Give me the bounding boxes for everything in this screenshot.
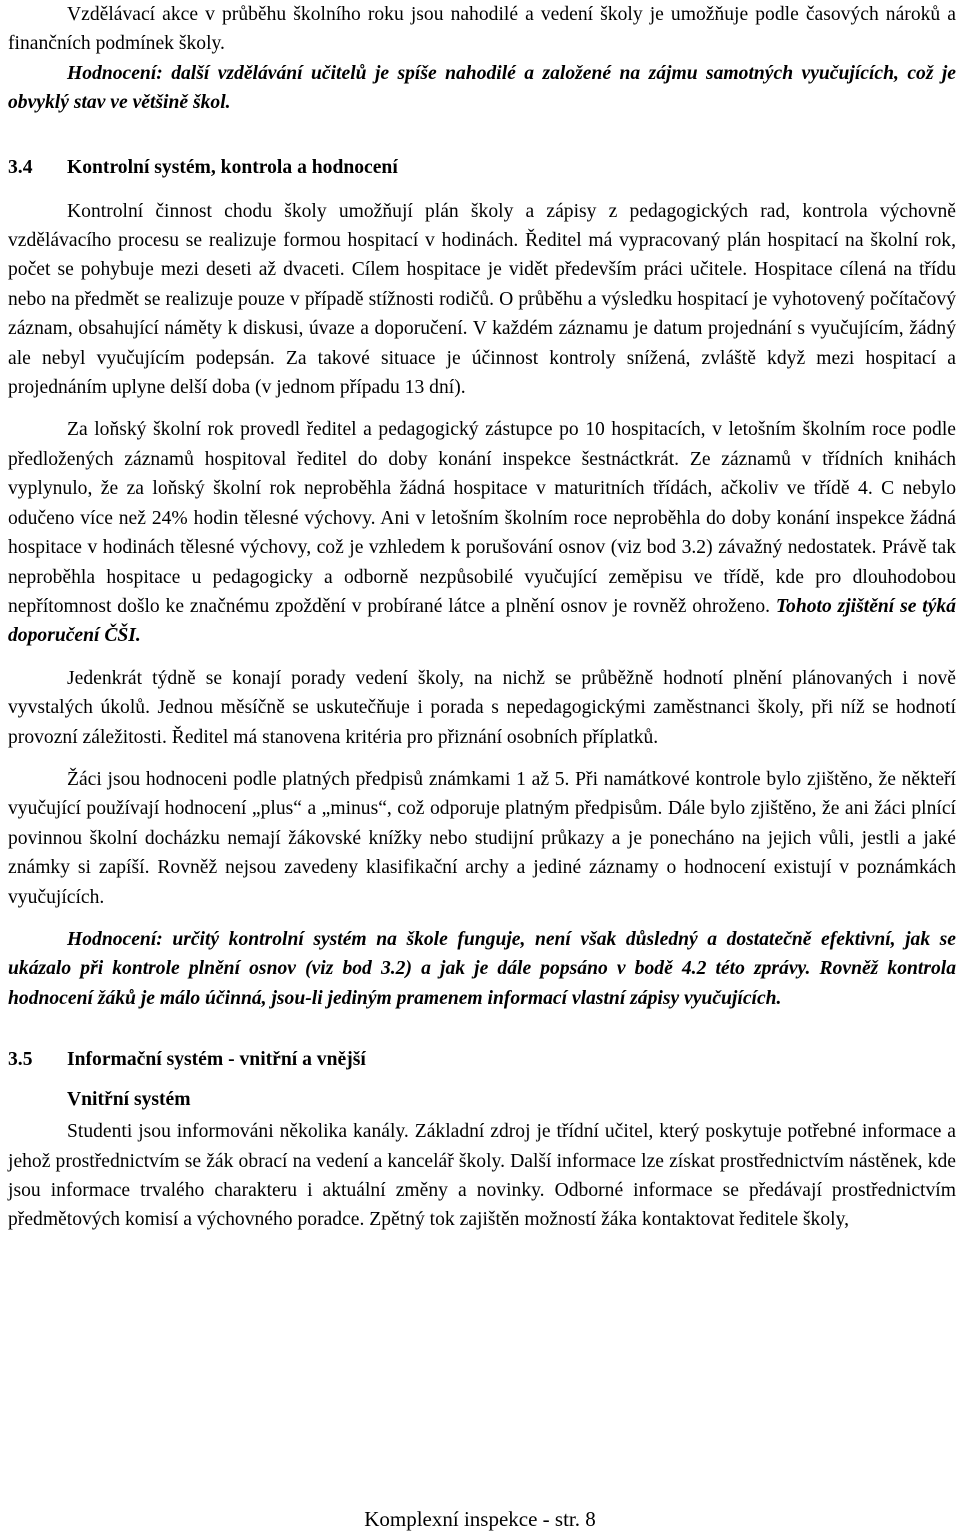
hospitations-text: Za loňský školní rok provedl ředitel a pedagogický zástupce po 10 hospitacích, v letošním školním roce podle předložených záznamů hospitoval ředitel do doby konání inspekce šestnáctkrát. Ze záznamů v třídních knihách vyplynulo, že za loňský školní rok neproběhla žádná hospitace v maturitních třídách, ačkoliv ve třídě 4. C nebylo odučeno více než 24% hodin tělesné výchovy. Ani v letošním školním roce neproběhla do doby konání inspekce žádná hospitace v hodinách tělesné výchovy, což je vzhledem k porušování osnov (viz bod 3.2) závažný nedostatek. Právě tak neproběhla hospitace u pedagogicky a odborně nezpůsobilé vyučující zeměpisu ve třídě, kde pro dlouhodobou nepřítomnost došlo ke značnému zpoždění v probírané látce a plnění osnov je rovněž ohroženo. (8, 419, 956, 617)
section-number: 3.5 (8, 1049, 33, 1071)
csi-recommendation-note: Tohoto zjištění se týká doporučení ČŠI. (8, 595, 956, 647)
section-heading-3-4 (8, 153, 956, 183)
section-title: Kontrolní systém, kontrola a hodnocení (67, 156, 398, 178)
subsection-heading-internal: Vnitřní systém (67, 1089, 191, 1111)
section-title: Informační systém - vnitřní a vnější (67, 1049, 366, 1071)
section-heading-3-5 (8, 1045, 956, 1075)
paragraph-hospitations (8, 415, 956, 650)
section-number: 3.4 (8, 156, 33, 178)
page-footer: Komplexní inspekce - str. 8 (364, 1507, 596, 1531)
paragraph-education-events: Vzdělávací akce v průběhu školního roku jsou nahodilé a vedení školy je umožňuje podle časových nároků a finančních podmínek školy. (8, 4, 956, 55)
paragraph-meetings: Jedenkrát týdně se konají porady vedení školy, na nichž se průběžně hodnotí plnění plánovaných i nově vyvstalých úkolů. Jednou měsíčně se uskutečňuje i porada s nepedagogickými zaměstnanci školy, při níž se hodnotí provozní záležitosti. Ředitel má stanovena kritéria pro přiznání osobních příplatků. (8, 667, 956, 748)
paragraph-pupil-grading: Žáci jsou hodnoceni podle platných předpisů známkami 1 až 5. Při namátkové kontrole bylo zjištěno, že někteří vyučující používají hodnocení „plus“ a „minus“, což odporuje platným předpisům. Dále bylo zjištěno, že ani žáci plnící povinnou školní docházku nemají žákovské knížky nebo studijní průkazy a je ponecháno na jejich vůli, jestli a jaké známky si zapíší. Rovněž nejsou zavedeny klasifikační archy a jediné záznamy o hodnocení existují v poznámkách vyučujících. (8, 768, 956, 908)
document-page (8, 0, 956, 1235)
paragraph-evaluation-control: Hodnocení: určitý kontrolní systém na škole funguje, není však důsledný a dostatečně efektivní, jak se ukázalo při kontrole plnění osnov (viz bod 3.2) a jak je dále popsáno v bodě 4.2 této zprávy. Rovněž kontrola hodnocení žáků je málo účinná, jsou-li jediným pramenem informací vlastní zápisy vyučujících. (8, 928, 956, 1009)
paragraph-internal-system: Studenti jsou informováni několika kanály. Základní zdroj je třídní učitel, který poskytuje potřebné informace a jehož prostřednictvím se žák obrací na vedení a kancelář školy. Další informace lze získat prostřednictvím nástěnek, kde jsou informace trvalého charakteru i aktuální změny a novinky. Odborné informace se předávají prostřednictvím předmětových komisí a výchovného poradce. Zpětný tok zajištěn možností žáka kontaktovat ředitele školy, (8, 1121, 956, 1231)
paragraph-control-activity: Kontrolní činnost chodu školy umožňují plán školy a zápisy z pedagogických rad, kontrola výchovně vzdělávacího procesu se realizuje formou hospitací v hodinách. Ředitel má vypracovaný plán hospitací na školní rok, počet se pohybuje mezi deseti až dvaceti. Cílem hospitace je vidět především práci učitele. Hospitace cílená na třídu nebo na předmět se realizuje pouze v případě stížnosti rodičů. O průběhu a výsledku hospitací je vyhotovený počítačový záznam, obsahující náměty k diskusi, úvaze a doporučení. V každém záznamu je datum projednání s vyučujícím, žádný ale nebyl vyučujícím podepsán. Za takové situace je účinnost kontroly snížená, zvláště když mezi hospitací a projednáním uplyne delší doba (v jednom případu 13 dní). (8, 200, 956, 399)
paragraph-evaluation-education: Hodnocení: další vzdělávání učitelů je spíše nahodilé a založené na zájmu samotných vyučujících, což je obvyklý stav ve většině škol. (8, 62, 956, 114)
